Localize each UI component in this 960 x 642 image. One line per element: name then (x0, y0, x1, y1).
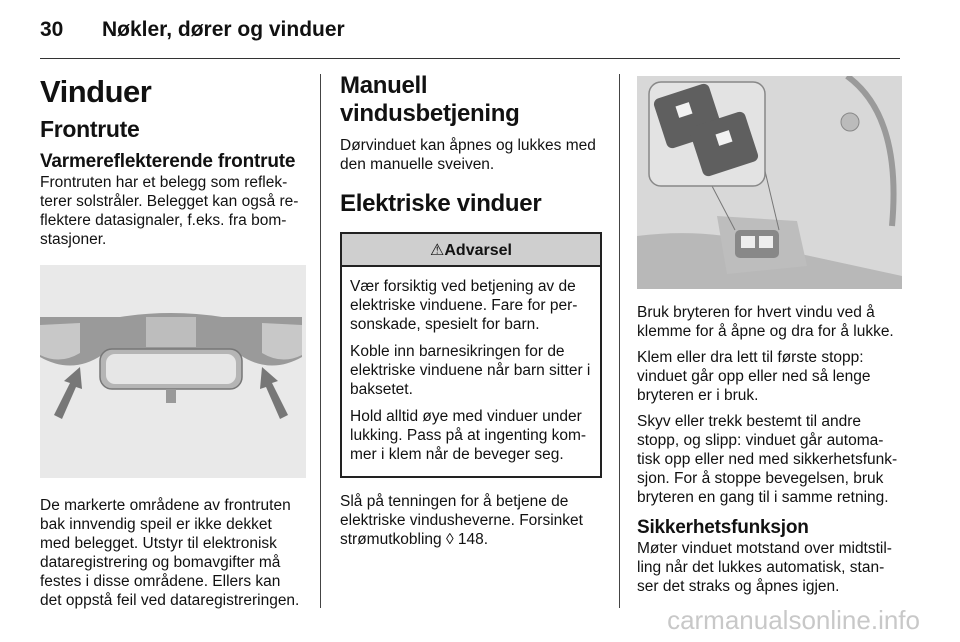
paragraph: Frontruten har et belegg som reflek-terer solstråler. Belegget kan også re-flektere datasignaler, f.eks. fra bom-stasjoner. (40, 174, 299, 248)
section-title: Vinduer (40, 74, 152, 109)
window-switch-illustration (637, 76, 902, 289)
warning-title: Advarsel (444, 242, 512, 259)
paragraph: De markerte områdene av frontruten bak innvendig speil er ikke dekket med belegget. Utstyr til elektronisk dataregistrering og bomavgifter må festes i disse områdene. Ellers kan det oppstå feil ved dataregistreringen. (40, 497, 300, 609)
column-left (40, 70, 306, 617)
section-title: Manuell vindusbetjening (340, 72, 520, 127)
paragraph: Dørvinduet kan åpnes og lukkes med den manuelle sveiven. (340, 137, 596, 173)
watermark: carmanualsonline.info (667, 605, 920, 635)
door-switch-icon (637, 76, 902, 289)
column-right (637, 76, 902, 603)
paragraph: Møter vinduet motstand over midtstil-ling når det lukkes automatisk, stan-ser det straks og åpnes igjen. (637, 540, 892, 595)
warning-box (340, 232, 602, 478)
column-divider (320, 74, 321, 608)
topic-title: Sikkerhetsfunksjon (637, 517, 809, 538)
windscreen-mirror-icon (40, 265, 302, 478)
subsection-title: Frontrute (40, 116, 140, 142)
chapter-title: Nøkler, dører og vinduer (102, 18, 345, 41)
paragraph: Skyv eller trekk bestemt til andre stopp, og slipp: vinduet går automa-tisk opp eller ned med sikkerhetsfunk-sjon. For å stoppe bevegelsen, bruk bryteren en gang til i samme retning. (637, 413, 898, 506)
paragraph: Hold alltid øye med vinduer under lukking. Pass på at ingenting kom-mer i klem når de beveger seg. (350, 408, 587, 463)
column-divider (619, 74, 620, 608)
paragraph: Vær forsiktig ved betjening av de elektriske vinduene. Fare for per-sonskade, spesielt for barn. (350, 278, 578, 333)
topic-title: Varmereflekterende frontrute (40, 151, 296, 172)
windscreen-illustration (40, 265, 306, 478)
page-number: 30 (40, 18, 64, 41)
paragraph: Klem eller dra lett til første stopp: vinduet går opp eller ned så lenge bryteren er i bruk. (637, 349, 871, 404)
section-title: Elektriske vinduer (340, 190, 542, 217)
warning-body (342, 267, 600, 476)
warning-header (342, 234, 600, 267)
column-middle (340, 70, 602, 556)
paragraph: Koble inn barnesikringen for de elektriske vinduene når barn sitter i baksetet. (350, 343, 591, 398)
paragraph: Bruk bryteren for hvert vindu ved å klemme for å åpne og dra for å lukke. (637, 304, 894, 340)
header-rule (40, 58, 900, 59)
page-header (40, 18, 345, 42)
paragraph: Slå på tenningen for å betjene de elektriske vindusheverne. Forsinket strømutkobling ◊ 148. (340, 493, 583, 548)
warning-icon: ⚠ (430, 242, 445, 259)
